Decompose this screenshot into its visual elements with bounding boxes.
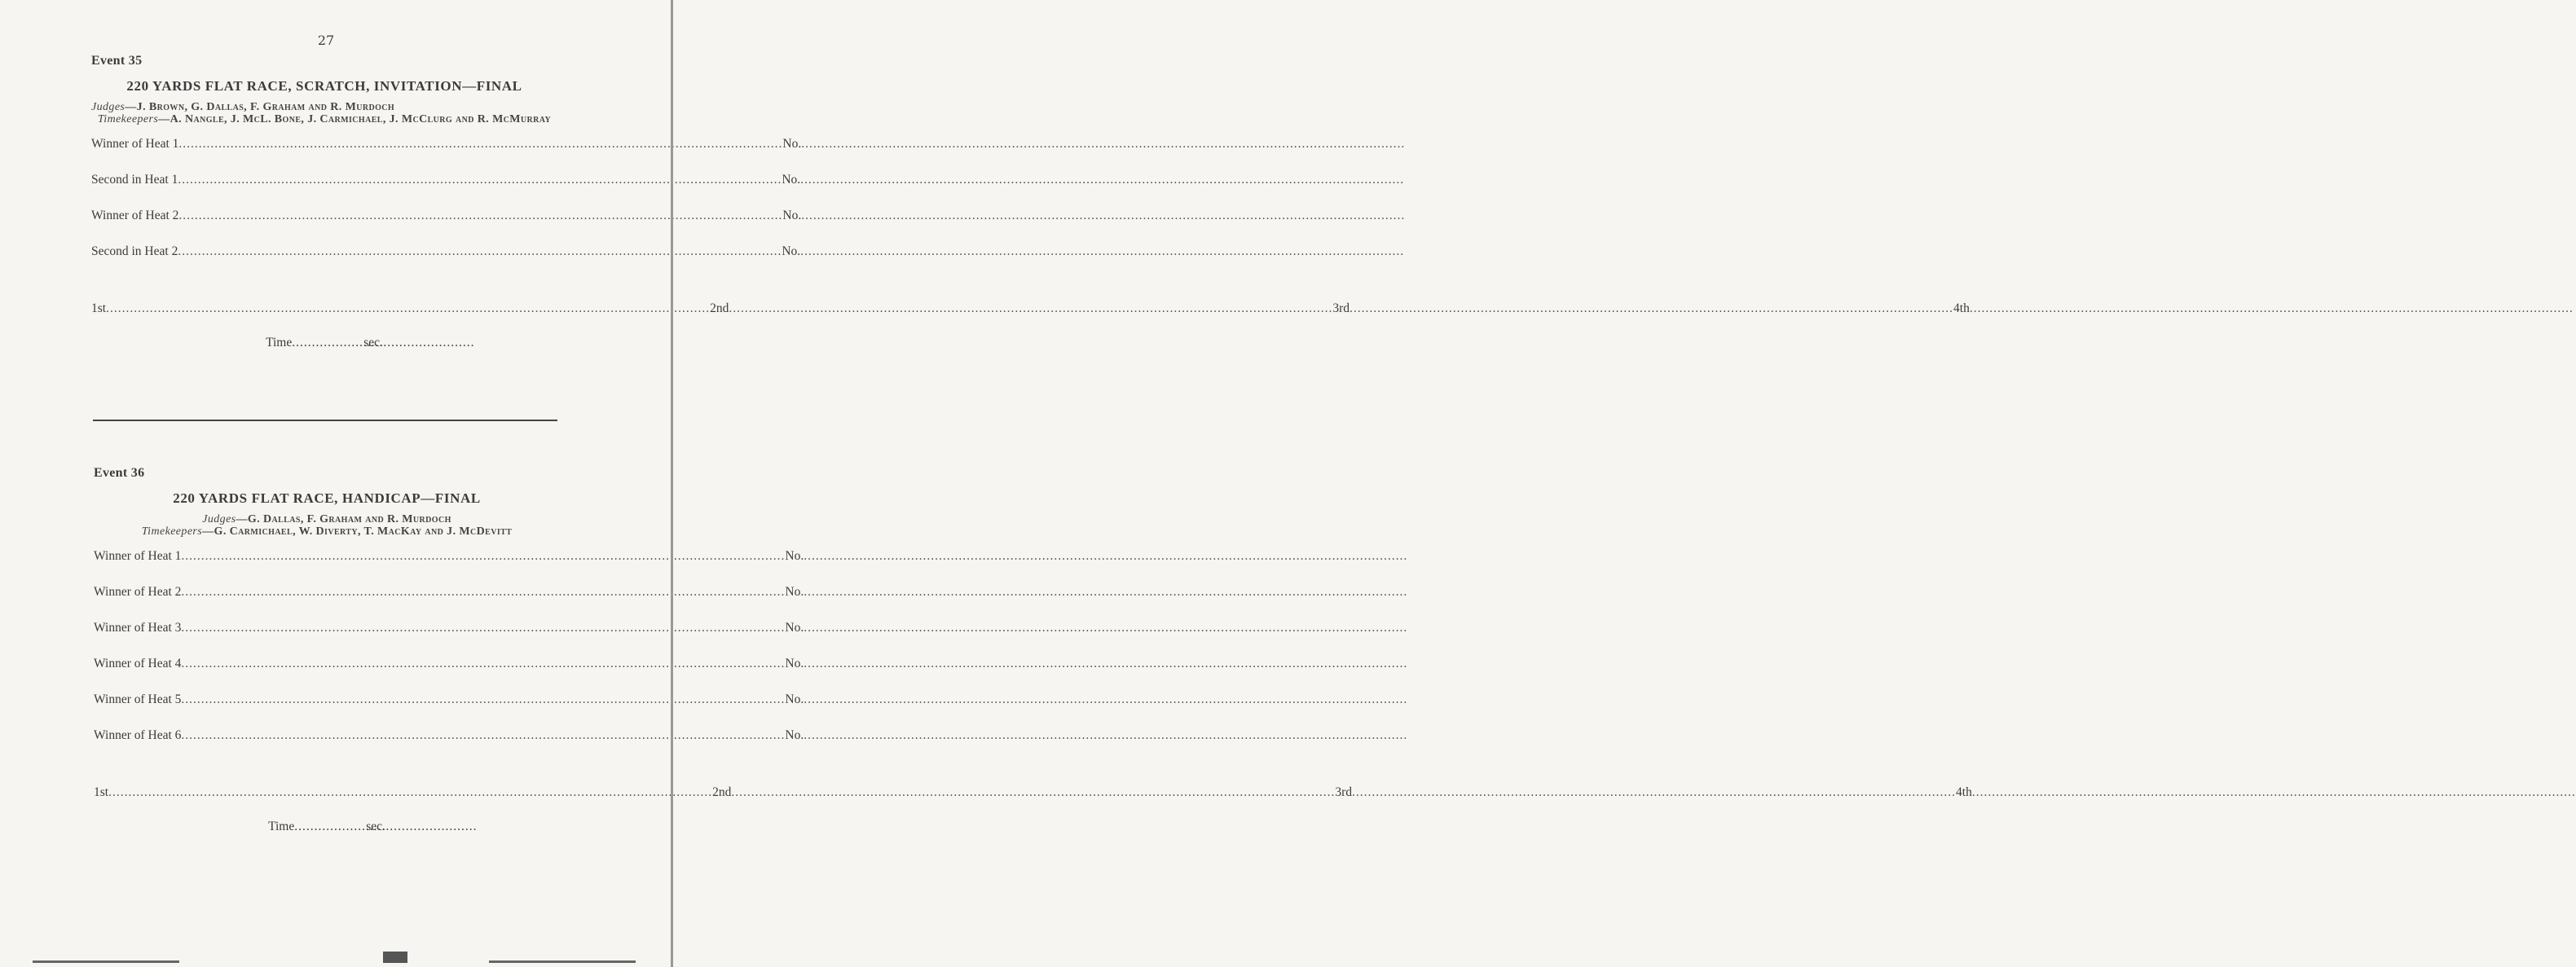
- row-label: Winner of Heat 6: [94, 728, 182, 742]
- placing-4th: [1953, 301, 2574, 316]
- time-write-in[interactable]: [292, 336, 363, 350]
- row-label: Winner of Heat 2: [94, 585, 182, 599]
- placings-row: [91, 301, 1970, 316]
- event-label: Event 36: [94, 466, 145, 480]
- judges-line: [94, 513, 560, 525]
- result-row: [91, 209, 802, 225]
- result-row: [91, 137, 802, 153]
- placing-label: 2nd: [710, 301, 729, 315]
- time-unit: sec.: [366, 820, 385, 833]
- result-row: [94, 621, 804, 637]
- heat-results: [94, 549, 804, 745]
- row-label: Winner of Heat 5: [94, 692, 182, 706]
- time-row: [91, 336, 557, 350]
- number-write-in[interactable]: [804, 657, 1407, 671]
- heat-results: [91, 137, 802, 261]
- result-row: [94, 657, 804, 673]
- placing-label: 4th: [1953, 301, 1970, 315]
- placing-write-in[interactable]: [1970, 301, 2574, 316]
- result-row: [94, 585, 804, 601]
- event-36-section: [94, 466, 1972, 834]
- event-35-section: [91, 54, 1970, 350]
- number-label: No.: [782, 173, 801, 187]
- timekeepers-line: [94, 525, 560, 538]
- row-label: Winner of Heat 1: [91, 137, 179, 151]
- placing-1st: [91, 301, 710, 316]
- placing-label: 1st: [91, 301, 107, 315]
- row-label: Winner of Heat 3: [94, 621, 182, 635]
- number-write-in[interactable]: [804, 692, 1407, 707]
- judges-prefix: Judges: [202, 513, 236, 525]
- time-label: Time: [266, 336, 293, 349]
- result-row: [94, 692, 804, 709]
- placings-row: [94, 785, 1972, 800]
- number-write-in[interactable]: [801, 209, 1405, 223]
- number-label: No.: [782, 244, 801, 258]
- judges-names: —J. Brown, G. Dallas, F. Graham and R. Murdoch: [125, 101, 395, 113]
- placing-1st: [94, 785, 712, 800]
- write-in-line[interactable]: [181, 692, 785, 707]
- number-label: No.: [785, 728, 804, 742]
- number-label: No.: [785, 657, 804, 670]
- event-label: Event 35: [91, 54, 143, 68]
- number-label: No.: [785, 621, 804, 635]
- result-row: [94, 549, 804, 565]
- placing-label: 3rd: [1335, 785, 1353, 799]
- placing-label: 4th: [1956, 785, 1972, 799]
- number-write-in[interactable]: [804, 549, 1407, 564]
- write-in-line[interactable]: [181, 549, 785, 564]
- number-write-in[interactable]: [804, 728, 1407, 743]
- timekeepers-names: —A. Nangle, J. McL. Bone, J. Carmichael, J. McClurg and R. McMurray: [158, 113, 552, 125]
- row-label: Second in Heat 2: [91, 244, 178, 258]
- event-title: 220 YARDS FLAT RACE, SCRATCH, INVITATION—FINAL: [126, 78, 522, 94]
- write-in-line[interactable]: [181, 585, 785, 600]
- placing-write-in[interactable]: [108, 785, 712, 800]
- write-in-line[interactable]: [181, 728, 785, 743]
- number-label: No.: [785, 692, 804, 706]
- row-label: Winner of Heat 1: [94, 549, 182, 563]
- bottom-edge-mark: [383, 952, 407, 963]
- placing-write-in[interactable]: [106, 301, 710, 316]
- event-title: 220 YARDS FLAT RACE, HANDICAP—FINAL: [173, 490, 481, 506]
- bottom-edge-mark: [33, 960, 179, 963]
- result-row: [91, 244, 801, 261]
- time-unit: sec.: [363, 336, 383, 349]
- page-number: 27: [317, 33, 335, 48]
- judges-names: —G. Dallas, F. Graham and R. Murdoch: [236, 513, 451, 525]
- timekeepers-names: —G. Carmichael, W. Diverty, T. MacKay and J. McDevitt: [202, 525, 513, 538]
- row-label: Winner of Heat 2: [91, 209, 179, 222]
- number-label: No.: [782, 137, 802, 151]
- page-edge-shadow: [671, 0, 673, 967]
- number-write-in[interactable]: [804, 585, 1407, 600]
- number-label: No.: [785, 585, 804, 599]
- write-in-line[interactable]: [178, 244, 782, 259]
- placing-write-in[interactable]: [1972, 785, 2576, 800]
- placing-2nd: [710, 301, 1332, 316]
- time-row: [94, 820, 560, 834]
- write-in-line[interactable]: [178, 173, 782, 187]
- placing-write-in[interactable]: [1352, 785, 1956, 800]
- row-label: Winner of Heat 4: [94, 657, 182, 670]
- placing-3rd: [1332, 301, 1953, 316]
- placing-2nd: [712, 785, 1335, 800]
- number-label: No.: [782, 209, 802, 222]
- result-row: [91, 173, 801, 189]
- time-label: Time: [268, 820, 295, 833]
- time-write-in[interactable]: [294, 820, 366, 834]
- number-label: No.: [785, 549, 804, 563]
- number-write-in[interactable]: [800, 173, 1404, 187]
- section-divider: [93, 420, 557, 421]
- officials: [91, 101, 557, 125]
- row-label: Second in Heat 1: [91, 173, 178, 187]
- write-in-line[interactable]: [181, 657, 785, 671]
- number-write-in[interactable]: [800, 244, 1404, 259]
- placing-4th: [1956, 785, 2576, 800]
- timekeepers-prefix: Timekeepers: [97, 113, 159, 125]
- placing-label: 2nd: [712, 785, 732, 799]
- officials: [94, 513, 560, 538]
- result-row: [94, 728, 804, 745]
- placing-label: 3rd: [1332, 301, 1350, 315]
- placing-3rd: [1335, 785, 1956, 800]
- number-write-in[interactable]: [801, 137, 1405, 152]
- placing-label: 1st: [94, 785, 109, 799]
- judges-line: [91, 101, 557, 113]
- placing-write-in[interactable]: [731, 785, 1335, 800]
- timekeepers-line: [91, 113, 557, 125]
- placing-write-in[interactable]: [1350, 301, 1953, 316]
- bottom-edge-mark: [489, 960, 636, 963]
- timekeepers-prefix: Timekeepers: [141, 525, 203, 538]
- write-in-line[interactable]: [178, 137, 782, 152]
- write-in-line[interactable]: [181, 621, 785, 635]
- number-write-in[interactable]: [804, 621, 1407, 635]
- write-in-line[interactable]: [178, 209, 782, 223]
- placing-write-in[interactable]: [729, 301, 1332, 316]
- judges-prefix: Judges: [91, 101, 125, 113]
